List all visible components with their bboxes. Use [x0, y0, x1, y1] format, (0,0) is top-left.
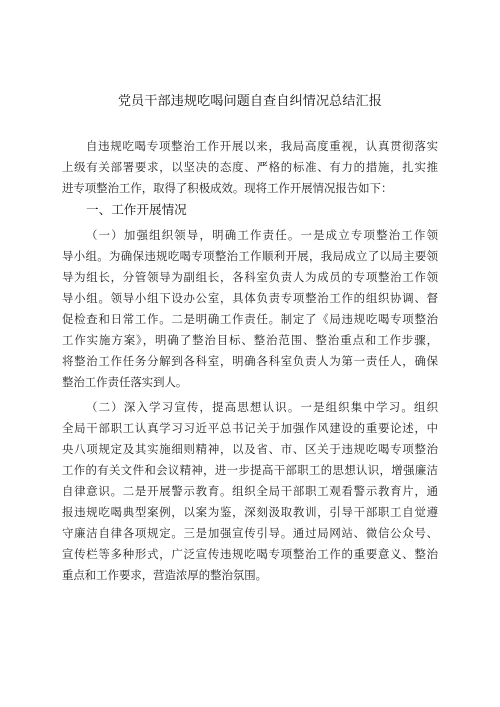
intro-line-3: 进专项整治工作，取得了积极成效。现将工作开展情况报告如下：	[62, 181, 393, 195]
paragraph1-line-4: 导小组。领导小组下设办公室，具体负责专项整治工作的组织协调、督	[62, 291, 438, 305]
document-title: 党员干部违规吃喝问题自查自纠情况总结汇报	[117, 94, 382, 109]
paragraph1-line-8: 整治工作责任落实到人。	[62, 375, 188, 389]
intro-line-1: 自违规吃喝专项整治工作开展以来，我局高度重视，认真贯彻落实	[86, 139, 438, 153]
paragraph1-line-2: 导小组。为确保违规吃喝专项整治工作顺利开展，我局成立了以局主要领	[62, 249, 438, 263]
paragraph2-line-6: 报违规吃喝典型案例，以案为鉴，深刻汲取教训，引导干部职工自觉遵	[62, 505, 438, 519]
paragraph2-line-5: 自律意识。二是开展警示教育。组织全局干部职工观看警示教育片，通	[62, 484, 438, 498]
paragraph2-line-4: 工作的有关文件和会议精神，进一步提高干部职工的思想认识，增强廉洁	[62, 463, 438, 477]
paragraph2-line-2: 全局干部职工认真学习习近平总书记关于加强作风建设的重要论述，中	[62, 421, 438, 435]
paragraph1-line-5: 促检查和日常工作。二是明确工作责任。制定了《局违规吃喝专项整治	[62, 312, 438, 326]
paragraph1-line-3: 导为组长，分管领导为副组长，各科室负责人为成员的专项整治工作领	[62, 270, 438, 284]
paragraph2-line-3: 央八项规定及其实施细则精神，以及省、市、区关于违规吃喝专项整治	[62, 442, 438, 456]
section-heading: 一、工作开展情况	[86, 202, 187, 217]
intro-line-2: 上级有关部署要求，以坚决的态度、严格的标准、有力的措施，扎实推	[62, 160, 438, 174]
paragraph1-line-6: 工作实施方案》，明确了整治目标、整治范围、整治重点和工作步骤，	[62, 333, 438, 347]
paragraph2-line-1: （二）深入学习宣传，提高思想认识。一是组织集中学习。组织	[86, 400, 438, 414]
paragraph2-line-8: 宣传栏等多种形式，广泛宣传违规吃喝专项整治工作的重要意义、整治	[62, 547, 438, 561]
paragraph2-line-9: 重点和工作要求，营造浓厚的整治氛围。	[62, 568, 268, 582]
paragraph1-line-7: 将整治工作任务分解到各科室，明确各科室负责人为第一责任人，确保	[62, 354, 438, 368]
paragraph1-line-1: （一）加强组织领导，明确工作责任。一是成立专项整治工作领	[86, 228, 438, 242]
paragraph2-line-7: 守廉洁自律各项规定。三是加强宣传引导。通过局网站、微信公众号、	[62, 526, 438, 540]
